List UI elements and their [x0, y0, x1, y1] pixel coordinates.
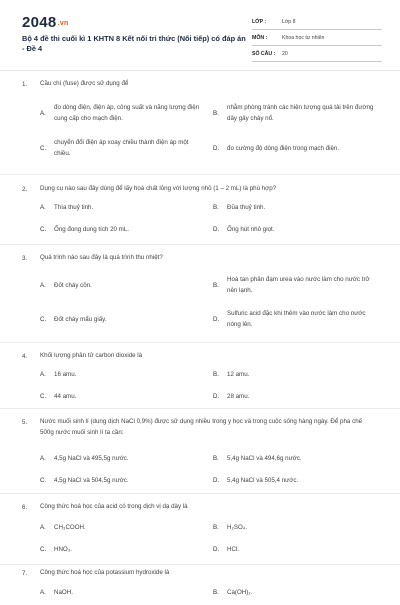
option-a[interactable] [40, 453, 129, 464]
question-number: 4. [22, 353, 28, 360]
option-letter: C. [40, 144, 47, 152]
option-letter: D. [213, 546, 220, 553]
option-text: 12 amu. [227, 371, 250, 378]
option-text: 44 amu. [54, 393, 77, 400]
option-text: Ca(OH)₂. [227, 589, 253, 596]
option-a[interactable] [40, 587, 73, 598]
meta-key: MÔN : [252, 34, 268, 41]
option-letter: C. [40, 477, 47, 484]
question-list [0, 70, 400, 605]
meta-value: 20 [282, 50, 288, 57]
brand-suffix: .vn [57, 20, 69, 27]
option-d[interactable] [213, 544, 239, 555]
option-text: đo dòng điện, điện áp, công suất và năng lượng điện cung cấp cho mạch điện. [54, 104, 200, 122]
option-letter: A. [40, 371, 46, 378]
question-number: 3. [22, 255, 28, 262]
option-b[interactable] [213, 453, 302, 464]
question-text: Nước muối sinh lí (dung dịch NaCl 0,9%) được sử dụng nhiều trong y học và trong cuộc sống hàng ngày. Để pha chế 500g nước muối sinh lí ta cần: [40, 418, 363, 436]
question-number: 5. [22, 419, 28, 426]
option-letter: B. [213, 281, 219, 289]
option-a[interactable] [40, 202, 93, 213]
question-number: 6. [22, 504, 28, 511]
option-letter: B. [213, 589, 219, 596]
option-text: đo cường độ dòng điện trong mạch điện. [227, 145, 340, 152]
option-b[interactable] [213, 522, 247, 533]
option-text: 5,4g NaCl và 505,4 nước. [227, 477, 299, 484]
question-4 [0, 343, 400, 409]
question-text: Quá trình nào sau đây là quá trình thu nhiệt? [40, 254, 163, 261]
option-d[interactable] [213, 475, 298, 486]
question-number: 1. [22, 81, 28, 88]
question-text: Khối lượng phân tử carbon dioxide là [40, 352, 143, 359]
option-letter: A. [40, 204, 46, 211]
question-text: Dụng cụ nào sau đây dùng để lấy hoá chất lỏng với lượng nhỏ (1 – 2 mL) là phù hợp? [40, 185, 277, 192]
option-c[interactable] [40, 475, 129, 486]
option-letter: A. [40, 455, 46, 462]
question-text: Công thức hoá học của potassium hydroxide là [40, 569, 170, 576]
option-letter: D. [213, 477, 220, 484]
meta-value: Lớp 8 [282, 18, 296, 25]
option-letter: B. [213, 371, 219, 378]
option-b[interactable] [213, 369, 249, 380]
option-letter: D. [213, 315, 220, 323]
option-letter: C. [40, 226, 47, 233]
question-number: 7. [22, 570, 28, 577]
option-d[interactable] [213, 308, 383, 330]
option-letter: D. [213, 393, 220, 400]
option-text: Hoà tan phân đạm urea vào nước làm cho nước trở nên lạnh. [227, 276, 370, 294]
option-a[interactable] [40, 280, 92, 291]
option-text: HCl. [227, 546, 240, 553]
option-d[interactable] [213, 224, 274, 235]
meta-key: SỐ CÂU : [252, 50, 276, 57]
question-1 [0, 70, 400, 175]
question-3 [0, 245, 400, 343]
option-letter: B. [213, 455, 219, 462]
option-text: H₂SO₄. [227, 524, 248, 531]
option-b[interactable] [213, 102, 383, 124]
question-7 [0, 565, 400, 605]
option-text: 28 amu. [227, 393, 250, 400]
option-letter: C. [40, 393, 47, 400]
question-5 [0, 409, 400, 494]
option-c[interactable] [40, 544, 72, 555]
option-b[interactable] [213, 587, 252, 598]
option-c[interactable] [40, 391, 76, 402]
option-letter: A. [40, 589, 46, 596]
option-a[interactable] [40, 522, 86, 533]
meta-row-subject [252, 30, 382, 46]
option-text: Ống đong dung tích 20 mL. [54, 226, 129, 233]
option-text: HNO₃. [54, 546, 72, 553]
option-letter: A. [40, 282, 46, 289]
option-letter: C. [40, 316, 47, 323]
option-letter: A. [40, 109, 46, 117]
option-letter: C. [40, 546, 47, 553]
option-letter: B. [213, 204, 219, 211]
option-letter: D. [213, 226, 220, 233]
option-d[interactable] [213, 143, 383, 154]
option-d[interactable] [213, 391, 249, 402]
option-text: nhằm phòng tránh các hiện tượng quá tải trên đường dây gây cháy nổ. [227, 104, 374, 122]
option-b[interactable] [213, 202, 265, 213]
option-letter: B. [213, 109, 219, 117]
meta-panel [252, 14, 382, 62]
option-text: chuyển đổi điện áp xoay chiều thành điện áp một chiều. [54, 139, 189, 157]
question-number: 2. [22, 186, 28, 193]
option-text: NaOH. [54, 589, 73, 596]
option-letter: B. [213, 524, 219, 531]
option-text: Đốt cháy mẩu giấy. [54, 316, 107, 323]
option-text: CH₃COOH. [54, 524, 86, 531]
option-b[interactable] [213, 274, 383, 296]
option-text: Đốt cháy cồn. [54, 282, 92, 289]
option-text: Thìa thuỷ tinh. [54, 204, 94, 211]
option-text: Sulfuric acid đặc khi thêm vào nước làm cho nước nóng lên. [227, 310, 366, 328]
option-a[interactable] [40, 369, 76, 380]
option-text: 5,4g NaCl và 494,6g nước. [227, 455, 302, 462]
option-c[interactable] [40, 224, 129, 235]
option-letter: D. [213, 145, 220, 152]
option-c[interactable] [40, 314, 107, 325]
option-a[interactable] [40, 102, 210, 124]
meta-row-count [252, 46, 382, 62]
question-text: Công thức hoá học của acid có trong dịch vị dạ dày là [40, 503, 188, 510]
option-text: 4,5g NaCl và 504,5g nước. [54, 477, 129, 484]
brand-name: 2048 [22, 14, 57, 31]
option-c[interactable] [40, 137, 210, 159]
meta-key: LỚP : [252, 18, 267, 25]
site-logo[interactable] [22, 14, 69, 31]
question-text: Cầu chì (fuse) được sử dụng để [40, 80, 129, 87]
header [22, 14, 382, 64]
meta-row-class [252, 14, 382, 30]
option-letter: A. [40, 524, 46, 531]
option-text: Đũa thuỷ tinh. [227, 204, 266, 211]
option-text: 4,5g NaCl và 495,5g nước. [54, 455, 129, 462]
question-6 [0, 494, 400, 565]
meta-value: Khoa học tự nhiên [282, 34, 325, 41]
document-title: Bộ 4 đề thi cuối kì 1 KHTN 8 Kết nối tri thức (Nối tiếp) có đáp án - Đề 4 [22, 34, 246, 53]
option-text: Ống hút nhỏ giọt. [227, 226, 275, 233]
question-2 [0, 175, 400, 245]
option-text: 16 amu. [54, 371, 77, 378]
